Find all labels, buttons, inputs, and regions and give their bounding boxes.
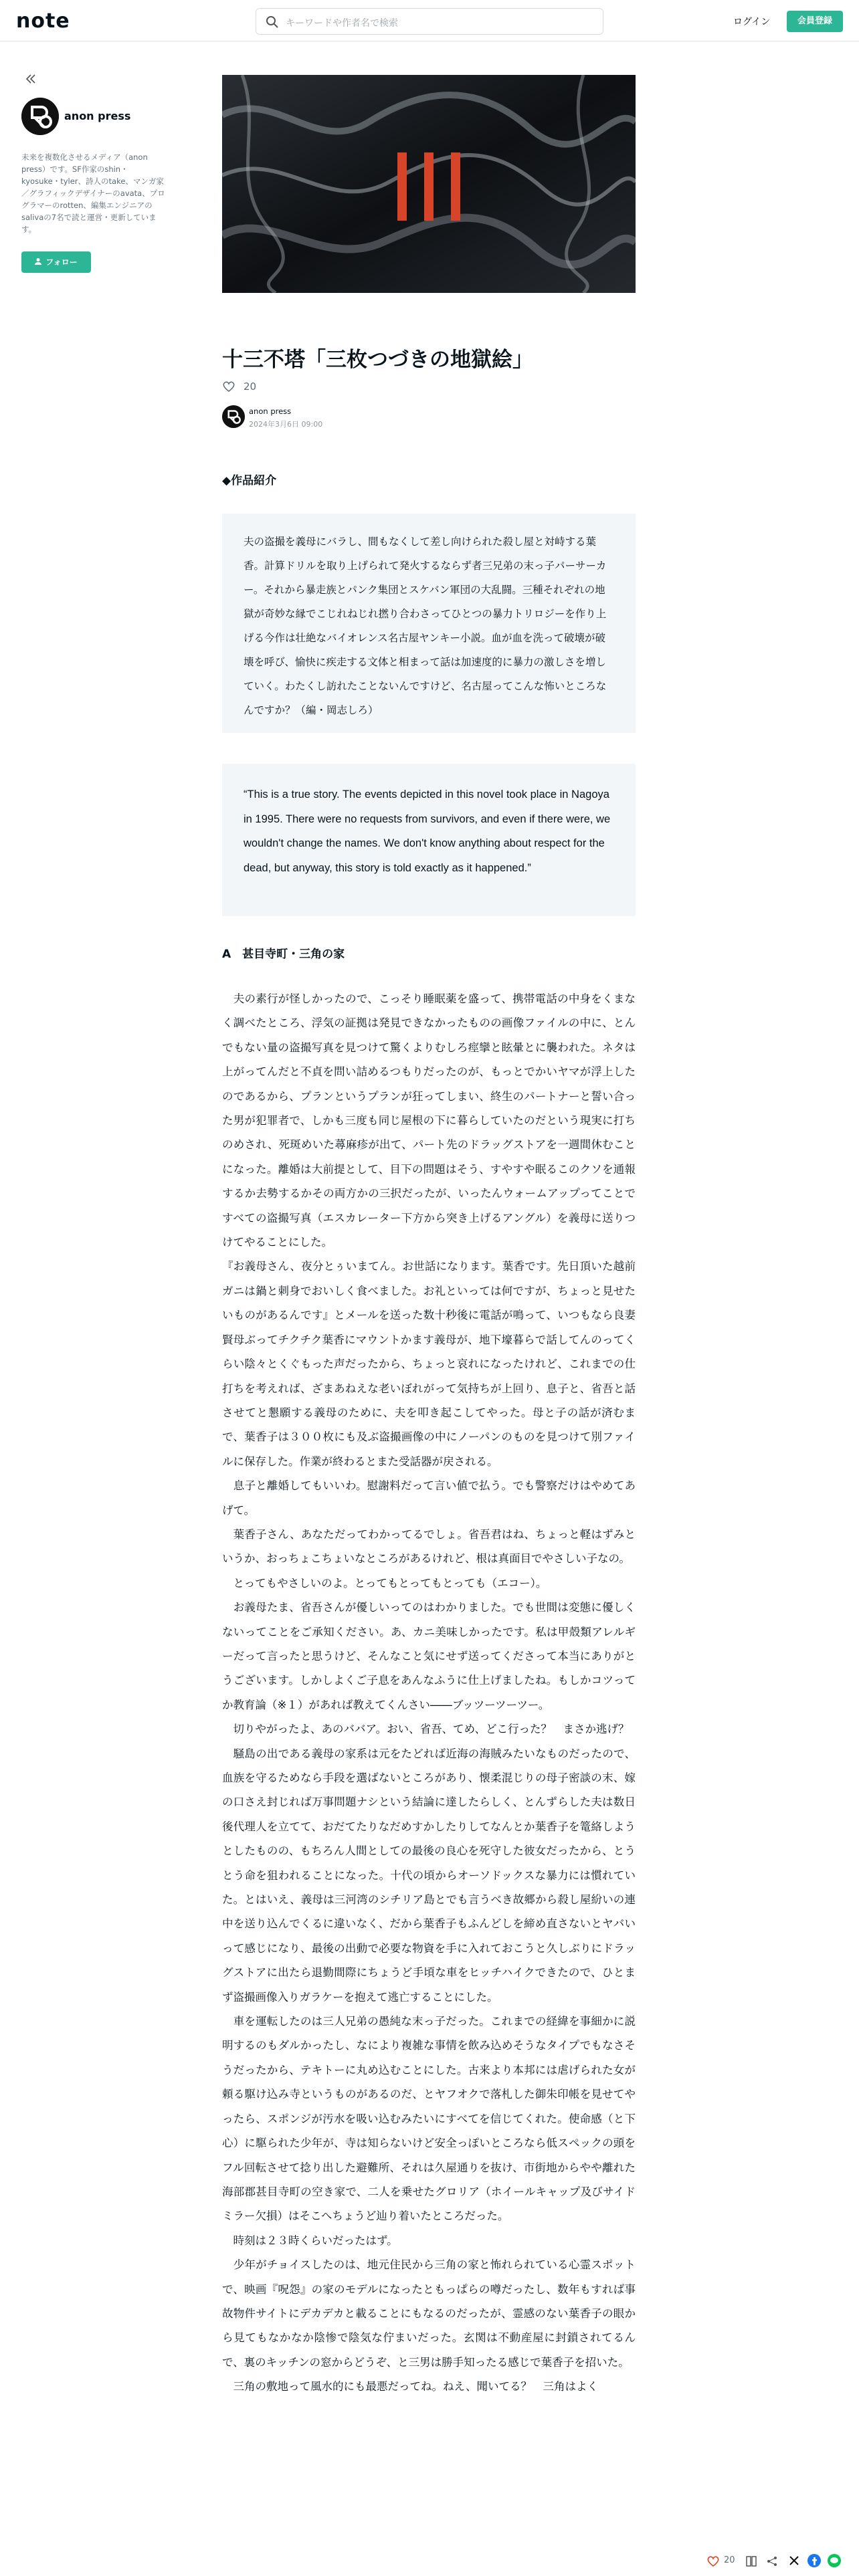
heart-icon[interactable] (706, 2555, 720, 2568)
facebook-icon[interactable] (807, 2553, 822, 2568)
paragraph: 車を運転したのは三人兄弟の愚純な末っ子だった。これまでの経緯を事細かに説明するのもダルかったし、なにより複雑な事情を飲み込めそうなタイプでもなさそうだったから、テキトーに丸め込むことにした。古来より本邦には虐げられた女が頼る駆け込み寺というものがあるのだ、とヤフオクで落札した御朱印帳を見せてやったら、スポンジが汚水を吸い込むみたいにすべてを信じてくれた。使命感（と下心）に駆られた少年が、寺は知らないけど安全っぽいところなら低スペックの頭をフル回転させて捻り出した避難所、それは久屋通りを抜け、市街地からやや離れた海部郡甚目寺町の空き家で、二人を乗せたグロリア（ホイールキャップ及びサイドミラー欠損）はそこへちょうど辿り着いたところだった。 (222, 2015, 636, 2223)
floating-action-bar (696, 2551, 856, 2571)
paragraph: お義母たま、省吾さんが優しいってのはわかりました。でも世間は変態に優しくないってことをご承知ください。あ、カニ美味しかったです。私は甲殻類アレルギーだって言ったと思うけど、そんなこと気にせず送ってくださって本当にありがとうございます。しかしよくご子息をあんなふうに仕上げましたね。もしかコツってか教育論（※１）があれば教えてくんさい――ブッツーツーツー。 (222, 1601, 636, 1711)
paragraph: 息子と離婚してもいいわ。慰謝料だって言い値で払う。でも警察だけはやめてあげて。 (222, 1479, 636, 1517)
share-icon[interactable] (765, 2555, 779, 2568)
paragraph: 『お義母さん、夜分とぅいまてん。お世話になります。葉香です。先日頂いた越前ガニは鍋と刺身でおいしく食べました。お礼といっては何ですが、ちょっと見せたいものがあるんです』とメールを送った数十秒後に電話が鳴って、いつもなら良妻賢母ぶってチクチク葉香にマウントかます義母が、地下壕暮らで話してんのってくらい陰々とくぐもった声だったから、ちょっと哀れになったけれど、これまでの仕打ちを考えれば、ざまあねえな老いぼれがって気持ちが上回り、息子と、省吾と話させてと懇願する義母のために、夫を叩き起こしてやった。母と子の話が済むまで、葉香子は３００枚にも及ぶ盗撮画像の中にノーパンのものを見つけて別ファイルに保存した。作業が終わるとまた受話器が戻される。 (222, 1260, 636, 1468)
follow-label: フォロー (45, 257, 78, 267)
intro-heading: ◆作品紹介 (222, 474, 277, 488)
creator-avatar[interactable] (21, 98, 59, 135)
quote-text: “This is a true story. The events depicted in this novel took place in Nagoya in 1995. There were no requests from survivors, and even if there were, we wouldn't change the names. We don't know anything about respect for the dead, but anyway, this story is told exactly as it happened.” (244, 788, 611, 874)
chapter-heading: A 甚目寺町・三角の家 (222, 948, 345, 961)
x-icon[interactable] (788, 2555, 800, 2567)
paragraph: 騒島の出である義母の家系は元をたどれば近海の海賊みたいなものだったので、血族を守るためなら手段を選ばないところがあり、懐柔混じりの母子密談の末、嫁の口さえ封じれば万事問題ナシという結論に達したらしく、とんずらした夫は数日後代理人を立てて、おだてたりなだめすかしたりしてなんとか葉香子を篭絡しようとしたものの、もちろん人間としての最後の良心を死守した彼女だったから、とうとう命を狙われることになった。十代の頃からオーソドックスな暴力には慣れていた。とはいえ、義母は三河湾のシチリア島とでも言うべき故郷から殺し屋紛いの連中を送り込んでくるに違いなく、だから葉香子もふんどしを締め直さないとヤバいって感じになり、最後の出動で必要な物資を手に入れておこうと久しぶりにドラッグストアに出たら退勤間際にちょうど手頃な車をヒッチハイクできたので、ひとまず盗撮画像入りガラケーを抱えて逃亡することにした。 (222, 1747, 636, 2004)
follow-button[interactable] (21, 251, 91, 273)
paragraph: 切りやがったよ、あのババア。おい、省吾、てめ、どこ行った？ まさか逃げ？ (222, 1723, 630, 1736)
intro-box (222, 514, 636, 733)
author-avatar[interactable] (222, 405, 245, 428)
login-link[interactable]: ログイン (733, 17, 771, 27)
like-count: 20 (244, 381, 257, 393)
add-user-icon (35, 257, 43, 265)
paragraph: とってもやさしいのよ。とってもとってもとっても（エコー）。 (222, 1576, 547, 1590)
register-button[interactable]: 会員登録 (787, 11, 843, 32)
bottom-like-count: 20 (724, 2555, 735, 2565)
creator-description: 未来を複数化させるメディア（anon press）です。SF作家のshin・kyosuke・tyler、詩人のtake、マンガ家／グラフィックデザイナーのavata、プログラマーのrotten、編集エンジニアのsalivaの7名で読と運営・更新しています。 (21, 152, 165, 234)
paragraph: 時刻は２３時くらいだったはず。 (222, 2234, 398, 2247)
publish-date: 2024年3月6日 09:00 (249, 420, 323, 429)
article-body (222, 987, 636, 2399)
note-logo[interactable]: note (16, 9, 70, 33)
search-input[interactable] (256, 8, 603, 35)
article-title: 十三不塔「三枚つづきの地獄絵」 (222, 348, 533, 372)
search-icon (266, 15, 279, 29)
paragraph: 夫の素行が怪しかったので、こっそり睡眠薬を盛って、携帯電話の中身をくまなく調べたところ、浮気の証拠は発見できなかったものの画像ファイルの中に、とんでもない量の盗撮写真を見つけて驚くよりむしろ痙攣と眩暈とに襲われた。ネタは上がってんだと不貞を問い詰めるつもりだったのが、もっとでかいヤマが浮上したのであるから、プランというプランが狂ってしまい、終生のパートナーと誓い合った男が犯罪者で、しかも三度も同じ屋根の下に暮らしていたのだという現実に打ちのめされ、死斑めいた蕁麻疹が出て、パート先のドラッグストアを一週間休むことになった。離婚は大前提として、目下の問題はそう、すやすや眠るこのクソを通報するか去勢するかその両方かの三択だったが、いったんウォームアップってことですべての盗撮写真（エスカレーター下方から突き上げるアングル）を義母に送りつけてやることにした。 (222, 992, 636, 1249)
line-icon[interactable] (827, 2553, 842, 2568)
creator-name[interactable]: anon press (64, 110, 131, 122)
paragraph: 少年がチョイスしたのは、地元住民から三角の家と怖れられている心霊スポットで、映画『呪怨』の家のモデルになったともっぱらの噂だったし、数年もすれば事故物件サイトにデカデカと載ることにもなるのだったが、霊感のない葉香子の眼から見てもなかなか陰惨で陰気な佇まいだった。玄関は不動産屋に封鎖されてるんで、裏のキッチンの窓からどうぞ、と三男は勝手知ったる感じで葉香子を招いた。 (222, 2258, 636, 2369)
heart-icon (222, 380, 235, 393)
paragraph: 葉香子さん、あなただってわかってるでしょ。省吾君はね、ちょっと軽はずみというか、おっちょこちょいなところがあるけれど、根は真面目でやさしい子なの。 (222, 1527, 636, 1566)
quote-box (222, 764, 636, 916)
paragraph: 三角の敷地って風水的にも最悪だってね。ねえ、聞いてる？ 三角はよく (222, 2380, 598, 2393)
magazine-icon[interactable] (745, 2555, 759, 2568)
author-name[interactable]: anon press (249, 407, 292, 416)
site-header (0, 0, 859, 41)
hero-image (222, 75, 636, 293)
intro-text: 夫の盗撮を義母にバラし、間もなくして差し向けられた殺し屋と対峙する葉香。計算ドリルを取り上げられて発火するならず者三兄弟の末っ子パーサーカー。それから暴走族とパンク集団とスケバン軍団の大乱闘。三種それぞれの地獄が奇妙な縁でこじれねじれ撚り合わさってひとつの暴力トリロジーを作り上げる今作は壮絶なバイオレンス名古屋ヤンキー小説。血が血を洗って破壊が破壊を呼び、愉快に疾走する文体と相まって話は加速度的に暴力の激しさを増していく。わたくし訪れたことないんですけど、名古屋ってこんな怖いところなんですか？（編・岡志しろ） (244, 536, 607, 716)
search-placeholder: キーワードや作者名で検索 (286, 18, 398, 29)
collapse-sidebar-icon[interactable] (24, 72, 37, 86)
